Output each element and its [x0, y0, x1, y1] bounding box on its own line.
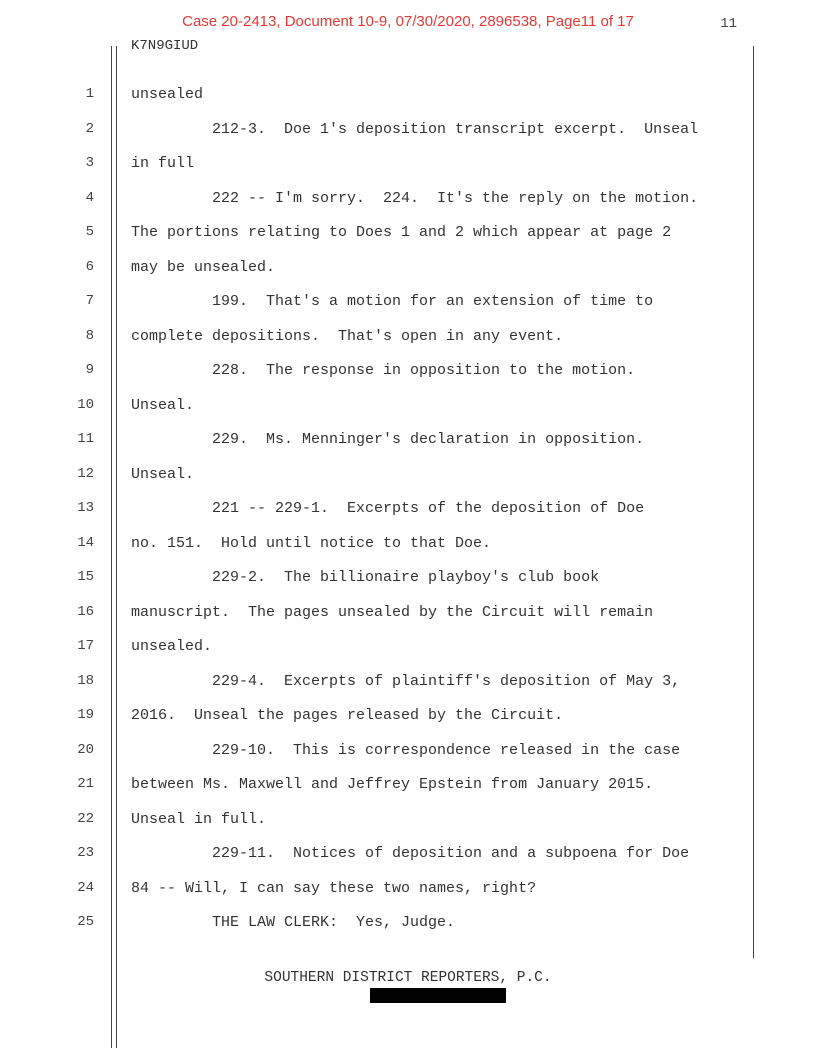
- redaction-bar: [370, 988, 506, 1003]
- transcript-line: no. 151. Hold until notice to that Doe.: [131, 535, 492, 552]
- transcript-line: complete depositions. That's open in any event.: [131, 328, 564, 345]
- line-number: 1: [85, 86, 94, 102]
- transcript-line: Unseal in full.: [131, 811, 267, 828]
- transcript-line: Unseal.: [131, 466, 195, 483]
- line-number: 9: [85, 362, 94, 378]
- transcript-line: unsealed: [131, 86, 204, 103]
- line-number: 12: [77, 466, 94, 482]
- transcript-line: manuscript. The pages unsealed by the Circuit will remain: [131, 604, 654, 621]
- transcript-line: 229-11. Notices of deposition and a subpoena for Doe: [131, 845, 690, 862]
- line-number: 22: [77, 811, 94, 827]
- transcript-line: in full: [131, 155, 195, 172]
- line-number: 14: [77, 535, 94, 551]
- line-number: 24: [77, 880, 94, 896]
- transcript-line: 221 -- 229-1. Excerpts of the deposition of Doe: [131, 500, 645, 517]
- transcript-line: 229-2. The billionaire playboy's club book: [131, 569, 600, 586]
- line-number: 19: [77, 707, 94, 723]
- right-margin-rule: [753, 46, 754, 958]
- case-code: K7N9GIUD: [131, 38, 199, 54]
- transcript-line: Unseal.: [131, 397, 195, 414]
- line-number: 4: [85, 190, 94, 206]
- transcript-line: 84 -- Will, I can say these two names, right?: [131, 880, 537, 897]
- line-number: 13: [77, 500, 94, 516]
- transcript-line: may be unsealed.: [131, 259, 276, 276]
- transcript-line: 229-10. This is correspondence released in the case: [131, 742, 681, 759]
- transcript-line: 222 -- I'm sorry. 224. It's the reply on the motion.: [131, 190, 699, 207]
- line-number: 15: [77, 569, 94, 585]
- page-number: 11: [720, 16, 737, 32]
- transcript-line: unsealed.: [131, 638, 213, 655]
- line-number: 18: [77, 673, 94, 689]
- line-number: 3: [85, 155, 94, 171]
- line-number: 5: [85, 224, 94, 240]
- line-number: 10: [77, 397, 94, 413]
- line-number: 21: [77, 776, 94, 792]
- line-number: 11: [77, 431, 94, 447]
- line-number: 8: [85, 328, 94, 344]
- court-stamp-header: Case 20-2413, Document 10-9, 07/30/2020, 2896538, Page11 of 17: [182, 13, 634, 30]
- line-number: 17: [77, 638, 94, 654]
- line-number: 6: [85, 259, 94, 275]
- line-number: 20: [77, 742, 94, 758]
- transcript-line: 212-3. Doe 1's deposition transcript excerpt. Unseal: [131, 121, 699, 138]
- transcript-line: The portions relating to Does 1 and 2 which appear at page 2: [131, 224, 672, 241]
- transcript-line: 199. That's a motion for an extension of time to: [131, 293, 654, 310]
- transcript-line: between Ms. Maxwell and Jeffrey Epstein from January 2015.: [131, 776, 654, 793]
- transcript-line: 228. The response in opposition to the motion.: [131, 362, 636, 379]
- transcript-line: 229-4. Excerpts of plaintiff's deposition of May 3,: [131, 673, 681, 690]
- reporter-footer: SOUTHERN DISTRICT REPORTERS, P.C.: [264, 970, 552, 986]
- line-number: 7: [85, 293, 94, 309]
- line-number: 23: [77, 845, 94, 861]
- transcript-line: 229. Ms. Menninger's declaration in opposition.: [131, 431, 645, 448]
- left-margin-rule-outer: [111, 46, 112, 1048]
- line-number: 16: [77, 604, 94, 620]
- left-margin-rule-inner: [116, 46, 117, 1048]
- transcript-line: 2016. Unseal the pages released by the Circuit.: [131, 707, 564, 724]
- line-number: 2: [85, 121, 94, 137]
- line-number: 25: [77, 914, 94, 930]
- transcript-line: THE LAW CLERK: Yes, Judge.: [131, 914, 456, 931]
